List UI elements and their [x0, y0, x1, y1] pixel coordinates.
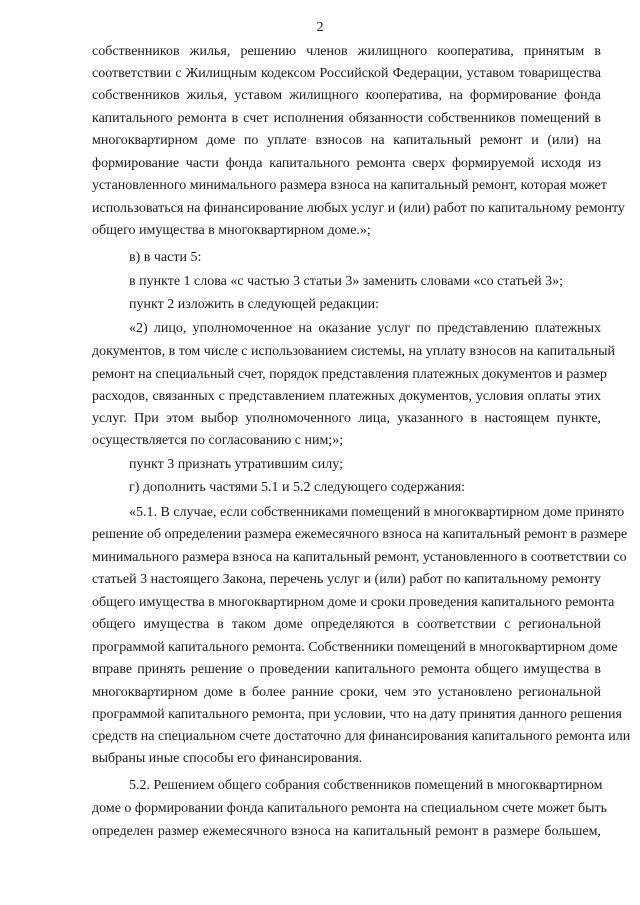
text-line: выбраны иные способы его финансирования. [92, 751, 363, 766]
text-line: общего имущества в таком доме определяются в соответствии с региональной [92, 617, 601, 632]
text-line: г) дополнить частями 5.1 и 5.2 следующего содержания: [129, 480, 466, 495]
text-line: многоквартирном доме по уплате взносов на капитальный ремонт и (или) на [92, 133, 601, 148]
text-line: решение об определении размера ежемесячного взноса на капитальный ремонт в размере [92, 527, 628, 542]
text-line: пункт 3 признать утратившим силу; [129, 457, 343, 472]
text-line: статьей 3 настоящего Закона, перечень услуг и (или) работ по капитальному ремонту [92, 572, 601, 587]
text-line: установленного минимального размера взноса на капитальный ремонт, которая может [92, 178, 607, 193]
text-line: вправе принять решение о проведении капитального ремонта общего имущества в [92, 662, 601, 677]
text-line: средств на специальном счете достаточно для финансирования капитального ремонта или [92, 729, 631, 744]
text-line: соответствии с Жилищным кодексом Российской Федерации, уставом товарищества [92, 66, 601, 81]
text-line: в) в части 5: [129, 250, 202, 265]
text-line: в пункте 1 слова «с частью 3 статьи 3» заменить словами «со статьей 3»; [129, 274, 564, 289]
text-line: минимального размера взноса на капитальный ремонт, установленного в соответствии со [92, 550, 627, 565]
text-line: программой капитального ремонта, при условии, что на дату принятия данного решения [92, 707, 622, 722]
text-line: капитального ремонта в счет исполнения обязанности собственников помещений в [92, 111, 601, 126]
text-line: формирование части фонда капитального ремонта сверх формируемой исходя из [92, 156, 601, 171]
text-line: общего имущества в многоквартирном доме.»; [92, 223, 371, 238]
text-line: услуг. При этом выбор уполномоченного лица, указанного в настоящем пункте, [92, 411, 601, 426]
text-line: «5.1. В случае, если собственниками помещений в многоквартирном доме принято [129, 505, 625, 520]
text-line: определен размер ежемесячного взноса на капитальный ремонт в размере большем, [92, 824, 601, 839]
text-line: программой капитального ремонта. Собственники помещений в многоквартирном доме [92, 640, 618, 655]
text-line: ремонт на специальный счет, порядок представления платежных документов и размер [92, 367, 607, 382]
text-line: собственников жилья, уставом жилищного кооператива, на формирование фонда [92, 88, 601, 103]
text-line: расходов, связанных с представлением платежных документов, условия оплаты этих [92, 389, 601, 404]
text-line: доме о формировании фонда капитального ремонта на специальном счете может быть [92, 801, 607, 816]
text-line: «2) лицо, уполномоченное на оказание услуг по представлению платежных [129, 321, 601, 336]
text-line: использоваться на финансирование любых услуг и (или) работ по капитальному ремонту [92, 201, 625, 216]
text-line: собственников жилья, решению членов жилищного кооператива, принятым в [92, 44, 601, 59]
text-line: общего имущества в многоквартирном доме и сроки проведения капитального ремонта [92, 595, 615, 610]
text-line: пункт 2 изложить в следующей редакции: [129, 297, 379, 312]
text-line: многоквартирном доме в более ранние сроки, чем это установлено региональной [92, 685, 601, 700]
text-line: документов, в том числе с использованием системы, на уплату взносов на капитальный [92, 344, 615, 359]
page-number: 2 [316, 20, 324, 35]
text-line: осуществляется по согласованию с ним;»; [92, 433, 344, 448]
text-line: 5.2. Решением общего собрания собственников помещений в многоквартирном [129, 778, 603, 793]
